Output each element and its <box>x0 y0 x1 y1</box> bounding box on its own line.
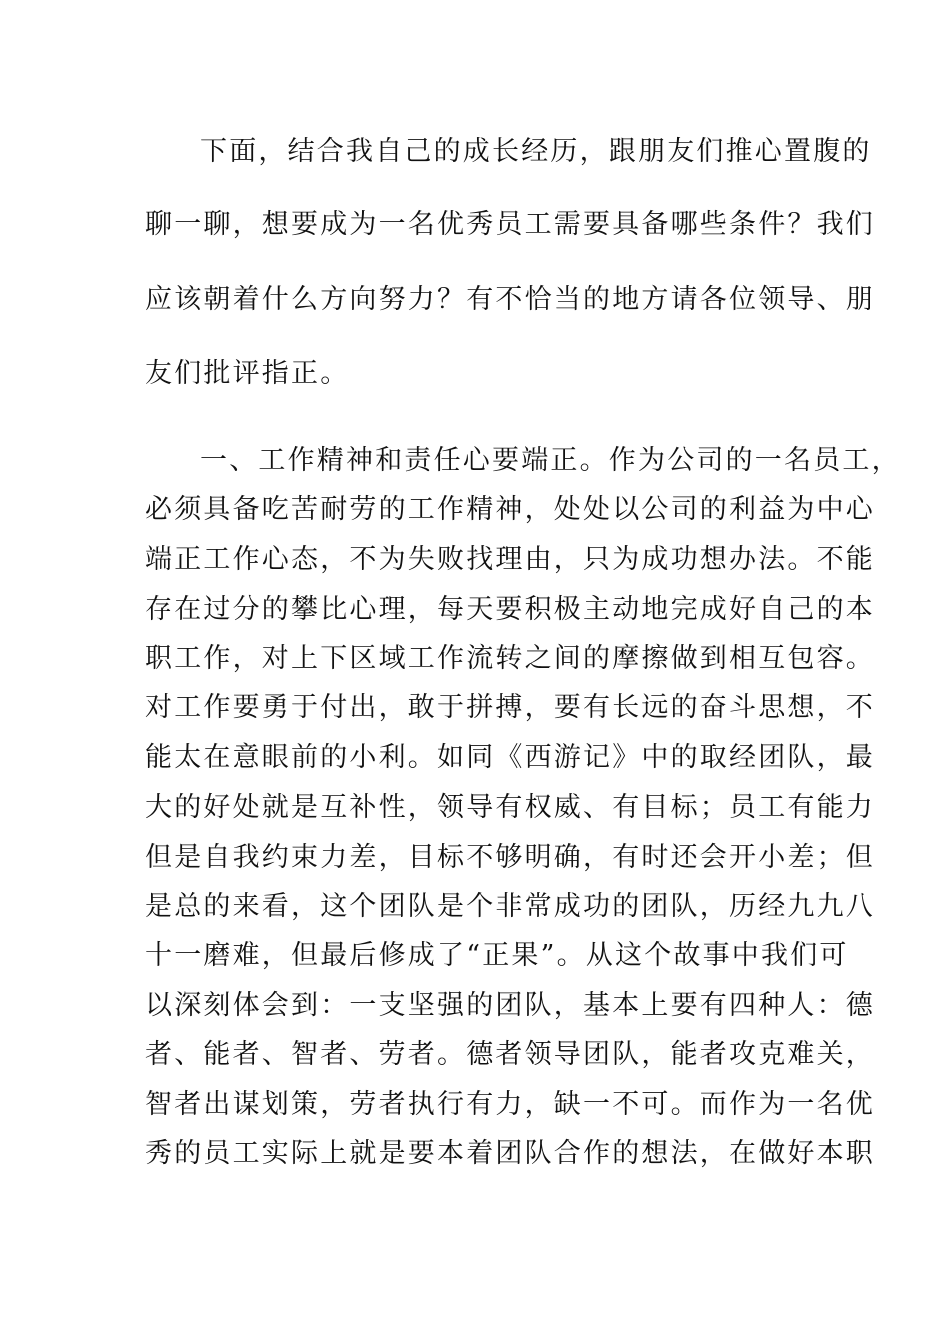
paragraph-2-line-4: 存在过分的攀比心理，每天要积极主动地完成好自己的本 <box>145 594 875 625</box>
paragraph-2-line-7: 能太在意眼前的小利。如同《西游记》中的取经团队，最 <box>145 742 875 773</box>
paragraph-2-line-1: 一、工作精神和责任心要端正。作为公司的一名员工， <box>200 445 901 476</box>
paragraph-2-line-2: 必须具备吃苦耐劳的工作精神，处处以公司的利益为中心 <box>145 494 875 525</box>
paragraph-2-line-11: 十一磨难，但最后修成了“正果”。从这个故事中我们可 <box>145 940 849 971</box>
paragraph-1-line-1: 下面，结合我自己的成长经历，跟朋友们推心置腹的 <box>200 136 872 167</box>
paragraph-1-line-2: 聊一聊，想要成为一名优秀员工需要具备哪些条件？我们 <box>145 209 875 240</box>
paragraph-2-line-10: 是总的来看，这个团队是个非常成功的团队，历经九九八 <box>145 891 875 922</box>
paragraph-2-line-3: 端正工作心态，不为失败找理由，只为成功想办法。不能 <box>145 544 875 575</box>
paragraph-1-line-3: 应该朝着什么方向努力？有不恰当的地方请各位领导、朋 <box>145 284 875 315</box>
paragraph-2-line-14: 智者出谋划策，劳者执行有力，缺一不可。而作为一名优 <box>145 1089 875 1120</box>
paragraph-2-line-12: 以深刻体会到：一支坚强的团队，基本上要有四种人：德 <box>145 990 875 1021</box>
paragraph-2-line-15: 秀的员工实际上就是要本着团队合作的想法，在做好本职 <box>145 1138 875 1169</box>
paragraph-2-line-5: 职工作，对上下区域工作流转之间的摩擦做到相互包容。 <box>145 643 875 674</box>
paragraph-1-line-4: 友们批评指正。 <box>145 358 350 389</box>
paragraph-2-line-9: 但是自我约束力差，目标不够明确，有时还会开小差；但 <box>145 842 875 873</box>
paragraph-2-line-8: 大的好处就是互补性，领导有权威、有目标；员工有能力 <box>145 792 875 823</box>
paragraph-2-line-13: 者、能者、智者、劳者。德者领导团队，能者攻克难关， <box>145 1039 875 1070</box>
paragraph-2-line-6: 对工作要勇于付出，敢于拼搏，要有长远的奋斗思想，不 <box>145 692 875 723</box>
